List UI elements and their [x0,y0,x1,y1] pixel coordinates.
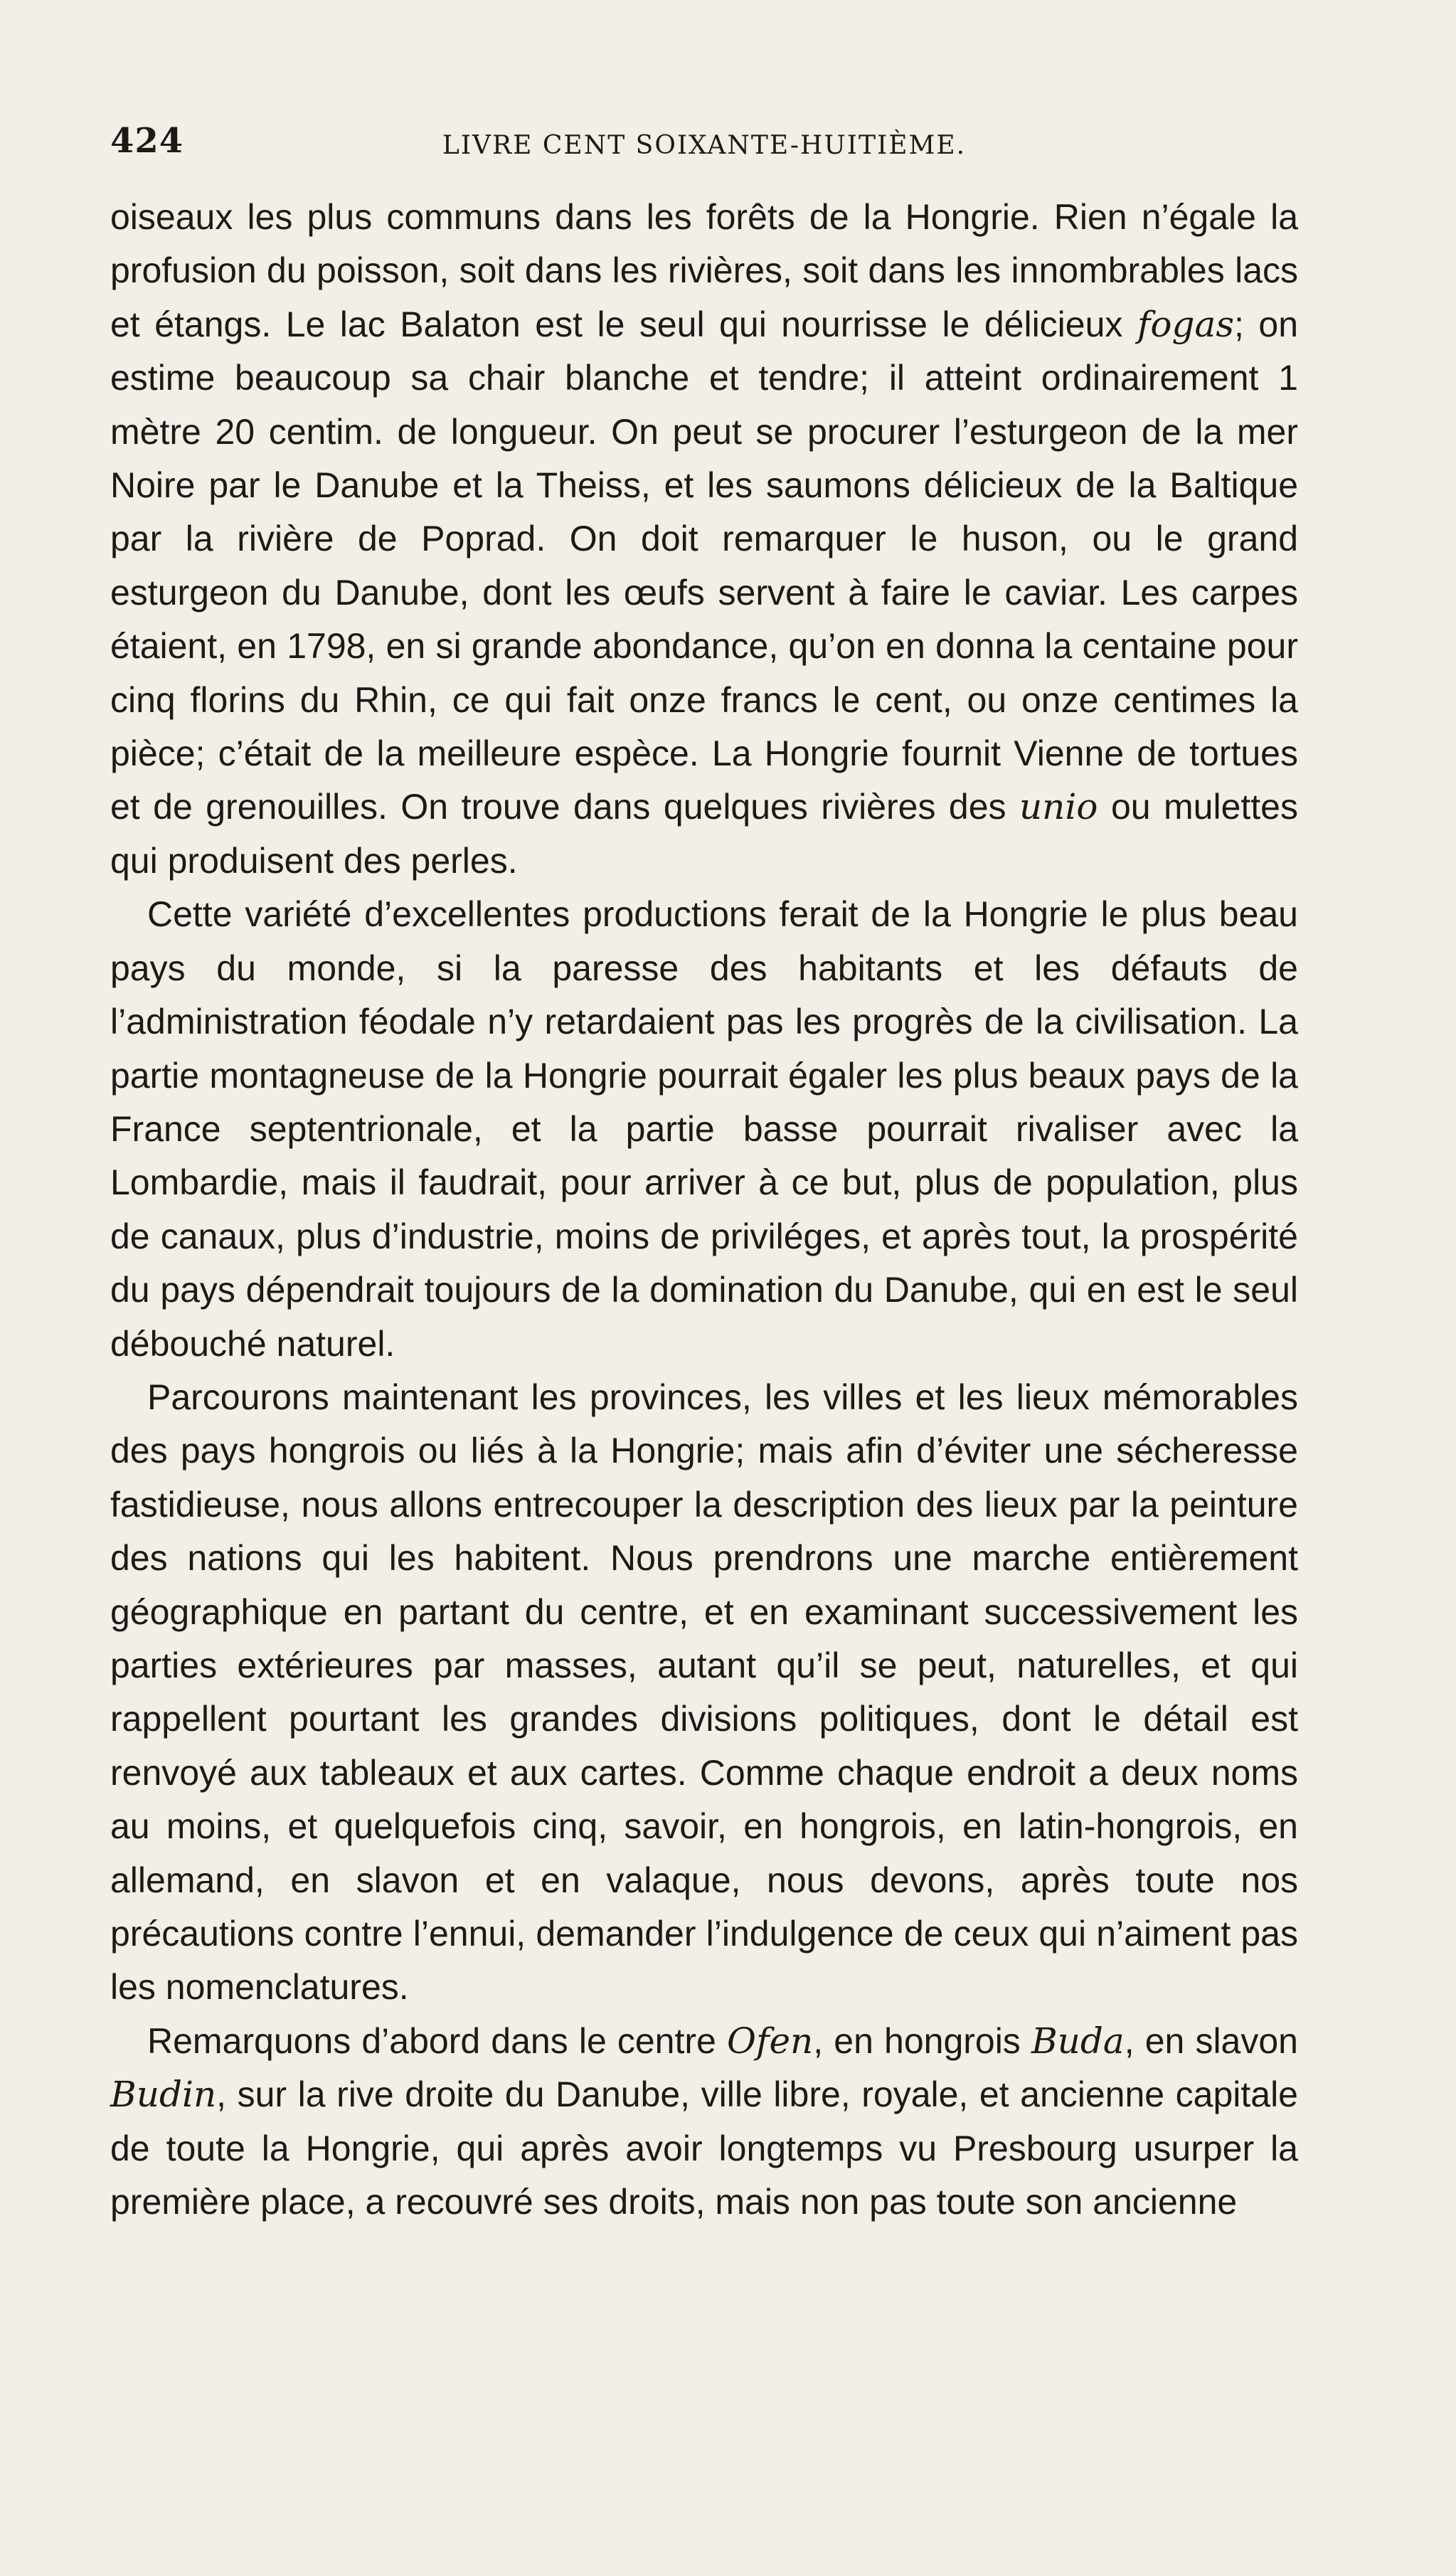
text-run: ; on estime beaucoup sa chair blanche et tendre; il atteint ordinairement 1 mètre 20 centim. de longueur. On peut se procurer l’esturgeon de la mer Noire par le Danube et la Theiss, et les saumons délicieux de la Baltique par la rivière de Poprad. On doit remarquer le huson, ou le grand esturgeon du Danube, dont les œufs servent à faire le caviar. Les carpes étaient, en 1798, en si grande abondance, qu’on en donna la centaine pour cinq florins du Rhin, ce qui fait onze francs le cent, ou onze centimes la pièce; c’était de la meilleure espèce. La Hongrie fournit Vienne de tortues et de grenouilles. On trouve dans quelques rivières des [110,304,1298,827]
italic-term: Buda [1031,2020,1125,2062]
text-run: oiseaux les plus communs dans les forêts de la Hongrie. Rien n’égale la profusion du poisson, soit dans les rivières, soit dans les innombrables lacs et étangs. Le lac Balaton est le seul qui nourrisse le délicieux [110,197,1298,344]
paragraph [110,2015,1298,2230]
page-header [110,121,1298,178]
paragraph [110,888,1298,1371]
text-run: Parcourons maintenant les provinces, les villes et les lieux mémorables des pays hongrois ou liés à la Hongrie; mais afin d’éviter une sécheresse fastidieuse, nous allons entrecouper la description des lieux par la peinture des nations qui les habitent. Nous prendrons une marche entièrement géographique en partant du centre, et en examinant successivement les parties extérieures par masses, autant qu’il se peut, naturelles, et qui rappellent pourtant les grandes divisions politiques, dont le détail est renvoyé aux tableaux et aux cartes. Comme chaque endroit a deux noms au moins, et quelquefois cinq, savoir, en hongrois, en latin-hongrois, en allemand, en slavon et en valaque, nous devons, après toute nos précautions contre l’ennui, demander l’indulgence de ceux qui n’aiment pas les nomenclatures. [110,1377,1298,2008]
text-run: ou mulettes qui produisent des perles. [110,787,1298,881]
body-text [110,191,1298,2229]
page-number: 424 [110,121,184,161]
text-run: Remarquons d’abord dans le centre [147,2020,727,2061]
italic-term: Ofen [726,2020,814,2062]
text-run: , en slavon [1124,2020,1298,2061]
running-title: LIVRE CENT SOIXANTE-HUITIÈME. [442,131,967,160]
paragraph [110,1371,1298,2015]
text-run: Cette variété d’excellentes productions ferait de la Hongrie le plus beau pays du monde, si la paresse des habitants et les défauts de l’administration féodale n’y retardaient pas les progrès de la civilisation. La partie montagneuse de la Hongrie pourrait égaler les plus beaux pays de la France septentrionale, et la partie basse pourrait rivaliser avec la Lombardie, mais il faudrait, pour arriver à ce but, plus de population, plus de canaux, plus d’industrie, moins de priviléges, et après tout, la prospérité du pays dépendrait toujours de la domination du Danube, qui en est le seul débouché naturel. [110,894,1298,1364]
italic-term: unio [1019,786,1098,828]
text-run: , en hongrois [813,2020,1031,2061]
text-run: , sur la rive droite du Danube, ville libre, royale, et ancienne capitale de toute la Hongrie, qui après avoir longtemps vu Presbourg usurper la première place, a recouvré ses droits, mais non pas toute son ancienne [110,2074,1298,2222]
italic-term: Budin [110,2074,217,2116]
paragraph [110,191,1298,888]
italic-term: fogas [1137,303,1234,345]
